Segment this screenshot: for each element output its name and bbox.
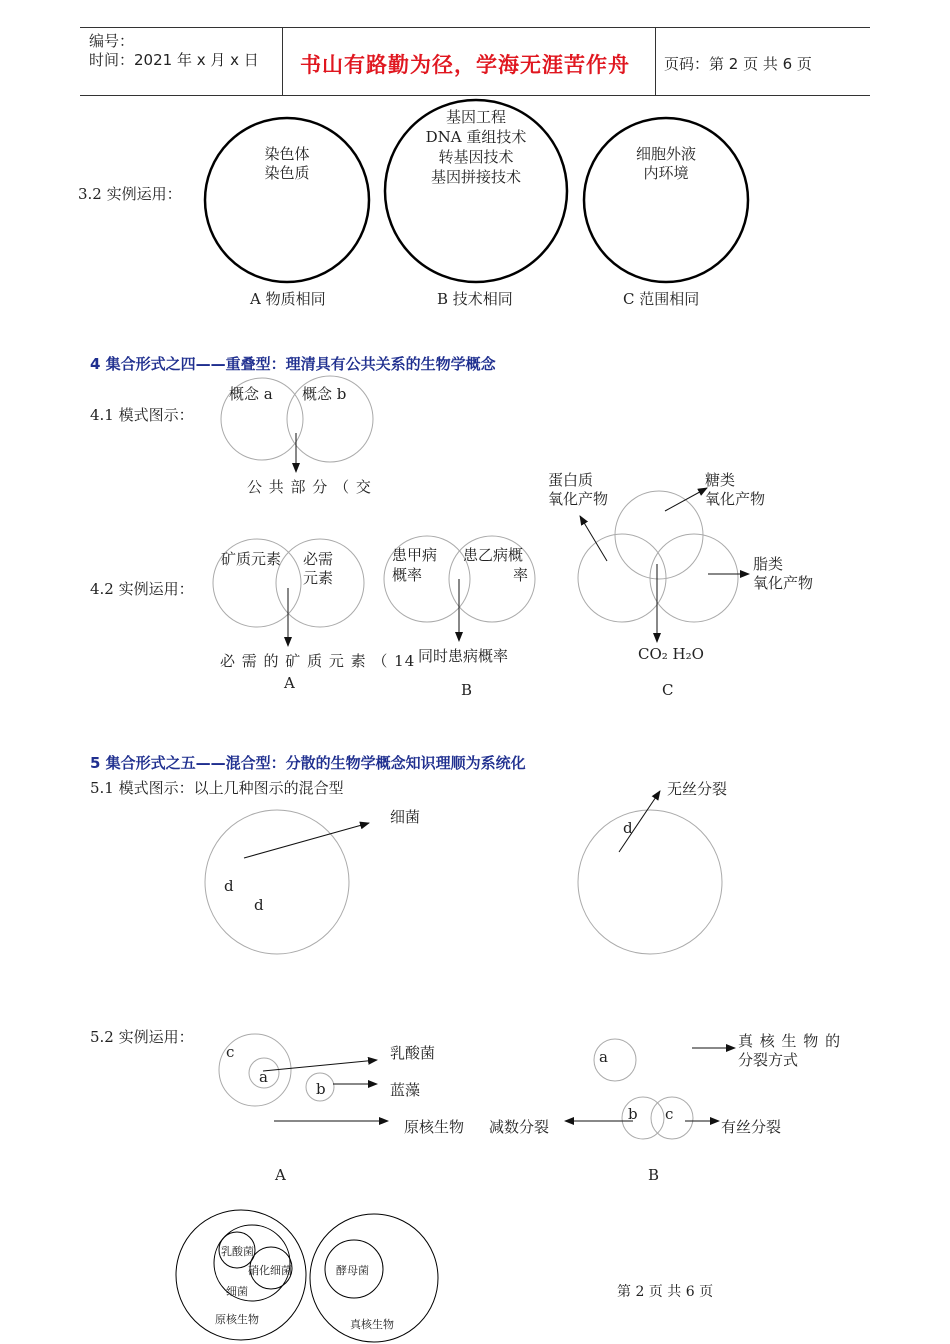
- s42c-caption: C: [662, 681, 674, 699]
- s52b-eukaryote-1: 真 核 生 物 的: [738, 1032, 842, 1050]
- s32-a-line-2: 染色质: [264, 164, 310, 182]
- nest-yeast-label: 酵母菌: [336, 1264, 369, 1277]
- s5-heading: 5 集合形式之五——混合型：分散的生物学概念知识理顺为系统化: [90, 754, 526, 772]
- s42c-fat-2: 氧化产物: [753, 574, 814, 592]
- s32-label: 3.2 实例运用：: [78, 185, 182, 203]
- s32-caption-b: B 技术相同: [437, 290, 513, 308]
- s41-common-part: 公 共 部 分 （ 交: [247, 478, 372, 496]
- nest-prokaryote-label: 原核生物: [215, 1313, 259, 1326]
- s4-heading: 4 集合形式之四——重叠型：理清具有公共关系的生物学概念: [90, 355, 496, 373]
- s42b-result: 同时患病概率: [418, 647, 509, 665]
- s42c-result: CO₂ H₂O: [638, 645, 704, 663]
- s42b-caption: B: [461, 681, 473, 699]
- s52a-lactic: 乳酸菌: [390, 1044, 436, 1062]
- s42a-caption: A: [284, 674, 295, 692]
- s42b-right-2: 率: [513, 566, 529, 584]
- footer-page-number: 第 2 页 共 6 页: [617, 1284, 714, 1300]
- s52b-eukaryote-2: 分裂方式: [738, 1051, 799, 1069]
- s52b-c: c: [665, 1105, 674, 1123]
- s42b-left-1: 患甲病: [392, 546, 438, 564]
- s32-b-line-3: 转基因技术: [438, 148, 514, 166]
- s52a-prokaryote: 原核生物: [404, 1118, 465, 1136]
- s42a-right-1: 必需: [303, 550, 334, 568]
- s51-label: 5.1 模式图示：以上几种图示的混合型: [90, 779, 344, 797]
- s42c-circle-right: [650, 534, 738, 622]
- s42c-protein-2: 氧化产物: [548, 490, 609, 508]
- s42b-left-2: 概率: [392, 566, 423, 584]
- s42c-circle-top: [615, 491, 703, 579]
- s32-circle-b-text: [401, 107, 551, 187]
- s42c-sugar-1: 糖类: [705, 471, 736, 489]
- serial-label: 编号：: [89, 32, 135, 50]
- s42a-right-2: 元素: [303, 569, 334, 587]
- s32-b-line-2: DNA 重组技术: [425, 128, 527, 146]
- s42c-sugar-2: 氧化产物: [705, 490, 766, 508]
- s51-no-division: 无丝分裂: [667, 780, 728, 798]
- s41-concept-b: 概念 b: [302, 385, 347, 403]
- s52b-caption: B: [648, 1166, 660, 1184]
- s42c-protein-1: 蛋白质: [548, 471, 594, 489]
- nest-nitrify-label: 硝化细菌: [248, 1264, 292, 1277]
- s32-c-line-2: 内环境: [643, 164, 689, 182]
- s42c-fat-1: 脂类: [753, 555, 784, 573]
- s42a-left: 矿质元素: [221, 550, 282, 568]
- s51-bacteria: 细菌: [390, 808, 421, 826]
- s51-d-1: d: [224, 877, 234, 895]
- s52-label: 5.2 实例运用：: [90, 1028, 194, 1046]
- s42c-arrow-sugar: [665, 488, 707, 511]
- s42c-circle-left: [578, 534, 666, 622]
- s51-d-2: d: [254, 896, 264, 914]
- s51-d-3: d: [623, 819, 633, 837]
- s52b-a: a: [599, 1048, 608, 1066]
- s52b-mitosis: 有丝分裂: [721, 1118, 782, 1136]
- s52a-arrow-lactic: [263, 1060, 377, 1071]
- s51-arrow-bacteria: [244, 823, 369, 858]
- s42b-right-1: 患乙病概: [463, 546, 524, 564]
- s52a-c: c: [226, 1043, 235, 1061]
- s52a-b: b: [316, 1080, 326, 1098]
- nest-bacteria-label: 细菌: [226, 1285, 248, 1298]
- s52a-caption: A: [275, 1166, 286, 1184]
- nest-eukaryote-label: 真核生物: [350, 1318, 394, 1331]
- s51-circle-right: [578, 810, 722, 954]
- s32-a-line-1: 染色体: [264, 145, 310, 163]
- s32-circle-c-text: [616, 145, 716, 183]
- s32-b-line-1: 基因工程: [445, 108, 506, 126]
- s52a-cyano: 蓝藻: [390, 1081, 421, 1099]
- s32-b-line-4: 基因拼接技术: [430, 168, 521, 186]
- s52b-meiosis: 减数分裂: [489, 1118, 550, 1136]
- s41-concept-a: 概念 a: [229, 385, 273, 403]
- s52a-a: a: [259, 1068, 268, 1086]
- s32-c-line-1: 细胞外液: [635, 145, 696, 163]
- s32-caption-c: C 范围相同: [623, 290, 700, 308]
- s52b-b: b: [628, 1105, 638, 1123]
- s32-circle-a-text: [237, 145, 337, 183]
- s42-label: 4.2 实例运用：: [90, 580, 194, 598]
- s32-circle-c: [584, 118, 748, 282]
- s42a-result: 必 需 的 矿 质 元 素 （ 14: [220, 652, 416, 670]
- page-info: 页码：第 2 页 共 6 页: [664, 55, 812, 73]
- s32-caption-a: A 物质相同: [250, 290, 326, 308]
- s32-circle-a: [205, 118, 369, 282]
- nest-lactic-label: 乳酸菌: [221, 1245, 254, 1258]
- header-motto: 书山有路勤为径，学海无涯苦作舟: [300, 53, 630, 77]
- s41-label: 4.1 模式图示：: [90, 406, 194, 424]
- time-label: 时间：2021 年 x 月 x 日: [89, 51, 259, 69]
